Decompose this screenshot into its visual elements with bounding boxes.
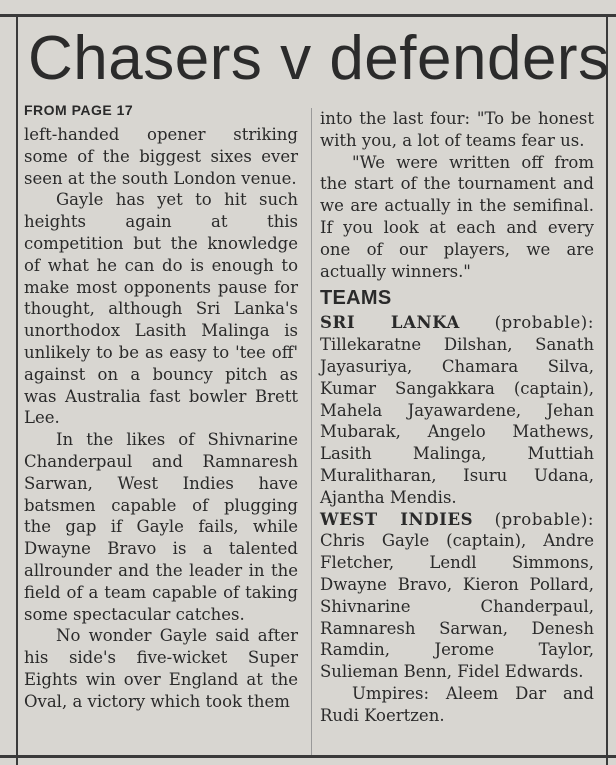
paragraph: into the last four: "To be honest with you, a lot of teams fear us. xyxy=(320,109,594,150)
teams-heading: TEAMS xyxy=(320,287,392,310)
paragraph: In the likes of Shivnarine Chanderpaul and Ramnaresh Sarwan, West Indies have batsmen capable of plugging the gap if Gayle fails, while Dwayne Bravo is a talented allrounder and the leader in the field of a team capable of taking some spectacular catches. xyxy=(24,430,298,624)
headline: Chasers v defenders xyxy=(28,24,610,93)
team-label: WEST INDIES xyxy=(320,509,474,529)
umpires-line: Umpires: Aleem Dar and Rudi Koertzen. xyxy=(320,683,594,725)
team-west-indies xyxy=(320,509,594,683)
left-column xyxy=(24,124,298,713)
paragraph: left-handed opener striking some of the biggest sixes ever seen at the south London venue. xyxy=(24,125,298,188)
left-rule xyxy=(16,14,18,765)
right-rule xyxy=(606,14,608,765)
team-label: SRI LANKA xyxy=(320,313,460,333)
right-column xyxy=(320,108,594,727)
from-page-label: FROM PAGE 17 xyxy=(24,102,134,118)
top-rule xyxy=(0,14,616,17)
column-divider xyxy=(311,108,312,755)
team-note: (probable): xyxy=(494,509,595,529)
paragraph: "We were written off from the start of the tournament and we are actually in the semifinal. If you look at each and every one of our players, we are actually winners." xyxy=(320,152,594,281)
team-sri-lanka xyxy=(320,312,594,508)
bottom-rule xyxy=(0,755,616,758)
team-players: Chris Gayle (captain), Andre Fletcher, Lendl Simmons, Dwayne Bravo, Kieron Pollard, Shivnarine Chanderpaul, Ramnaresh Sarwan, Denesh Ramdin, Jerome Taylor, Sulieman Benn, Fidel Edwards. xyxy=(320,531,594,682)
team-players: Tillekaratne Dilshan, Sanath Jayasuriya, Chamara Silva, Kumar Sangakkara (captain), Mahela Jayawardene, Jehan Mubarak, Angelo Mathews, Lasith Malinga, Muttiah Muralitharan, Isuru Udana, Ajantha Mendis. xyxy=(320,335,594,507)
team-note: (probable): xyxy=(494,313,594,333)
paragraph: Gayle has yet to hit such heights again at this competition but the knowledge of what he can do is enough to make most opponents pause for thought, although Sri Lanka's unorthodox Lasith Malinga is unlikely to be as easy to 'tee off' against on a bouncy pitch as was Australia fast bowler Brett Lee. xyxy=(24,190,298,428)
paragraph: No wonder Gayle said after his side's five-wicket Super Eights win over England at the Oval, a victory which took them xyxy=(24,626,298,711)
